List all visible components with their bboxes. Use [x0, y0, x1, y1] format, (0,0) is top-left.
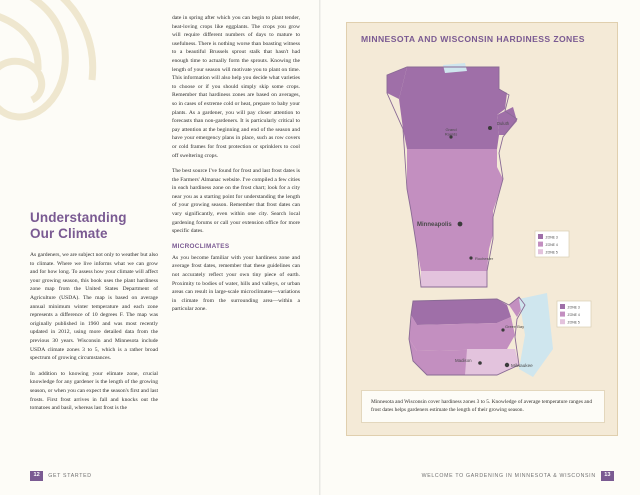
legend-swatch-zone4	[538, 242, 543, 247]
left-text-columns	[30, 14, 300, 454]
body-paragraph: The best source I've found for frost and last frost dates is the Farmers' Almanac website. I've compiled a few cities in each hardiness zone on the frost chart; look for a city near you as a starting point for understanding the length of your growing season. Remember that frost dates can vary significantly, even within one city. Search local gardening forums or call your extension office for more specific dates.	[172, 168, 300, 235]
body-paragraph: As you become familiar with your hardiness zone and average frost dates, remember that these guidelines can not accurately reflect your own tiny piece of earth. Proximity to bodies of water, hills and valleys, or urban areas can result in large-scale microclimates—variations in climate from the surrounding area—within a particular zone.	[172, 254, 300, 313]
legend-swatch-zone5	[560, 319, 565, 324]
page-title-line1: Understanding	[30, 210, 127, 225]
column-two	[172, 14, 300, 454]
map-caption-text: Minnesota and Wisconsin cover hardiness zones 3 to 5. Knowledge of average temperature ranges and frost dates helps gardeners estimate the length of their growing season.	[371, 398, 593, 413]
microclimates-heading: MICROCLIMATES	[172, 242, 230, 250]
wisconsin-legend	[555, 217, 591, 327]
map-title: MINNESOTA AND WISCONSIN HARDINESS ZONES	[361, 34, 585, 44]
right-page-footer	[422, 471, 614, 481]
minnesota-map-shape	[387, 63, 517, 287]
legend-label-zone4: ZONE 4	[567, 312, 580, 317]
city-label-rochester: Rochester	[475, 256, 494, 261]
city-label-milwaukee: Milwaukee	[511, 363, 533, 368]
city-label-grand-rapids: Grand Rapids	[444, 127, 458, 137]
body-paragraph: As gardeners, we are subject not only to weather but also to climate. Where we live informs what we can grow and for how long. To assess how your climate will affect your growing season, this book uses the plant hardiness zone map from the United States Department of Agriculture (USDA). The map is based on average annual minimum winter temperature and each zone represents a difference of 10 degrees F. The map was originally published in 1960 and was most recently updated in 2012, using more detailed data from the previous 30 years. Wisconsin and Minnesota include USDA climate zones 3 to 5, which is a rather broad spectrum of growing circumstances.	[30, 252, 158, 362]
city-label-green-bay: Green Bay	[505, 324, 525, 329]
page-title	[30, 210, 158, 242]
legend-swatch-zone3	[560, 304, 565, 309]
legend-label-zone5: ZONE 5	[545, 250, 558, 255]
legend-swatch-zone4	[560, 312, 565, 317]
city-label-duluth: Duluth	[497, 121, 510, 126]
left-page-footer	[30, 471, 92, 481]
page-gutter	[319, 0, 321, 495]
right-page	[320, 0, 640, 495]
footer-label: WELCOME TO GARDENING IN MINNESOTA & WISCONSIN	[421, 473, 596, 480]
city-dot-minneapolis	[458, 222, 463, 227]
legend-label-zone3: ZONE 3	[545, 235, 558, 240]
page-title-line2: Our Climate	[30, 226, 108, 241]
city-label-minneapolis: Minneapolis	[417, 222, 452, 228]
legend-label-zone4: ZONE 4	[545, 242, 558, 247]
footer-label: GET STARTED	[48, 473, 92, 480]
map-panel	[346, 22, 618, 436]
city-dot-madison	[478, 361, 482, 365]
legend-label-zone3: ZONE 3	[567, 305, 580, 310]
folio-number: 12	[30, 471, 43, 481]
column-one	[30, 14, 158, 454]
folio-number: 13	[601, 471, 614, 481]
map-caption	[361, 390, 605, 423]
legend-swatch-zone5	[538, 249, 543, 254]
legend-label-zone5: ZONE 5	[567, 320, 580, 325]
city-dot-milwaukee	[505, 363, 509, 367]
hardiness-zone-map	[347, 49, 619, 379]
legend-swatch-zone3	[538, 234, 543, 239]
city-label-madison: Madison	[455, 358, 472, 363]
body-paragraph: In addition to knowing your elimate zone, crucial knowledge for any gardener is the length of the growing season, or when you can expect the season's first and last frosts. First frost arrives in fall and knocks out the tomatoes and basil, whereas last frost is the	[30, 370, 158, 412]
city-dot-duluth	[488, 126, 492, 130]
body-paragraph: date in spring after which you can begin to plant tender, heat-loving crops like eggplants. The crops you grow will require different numbers of days to mature to usefulness. There is nothing worse than boasting witness to a beautiful Brussels sprout stalk that hasn't had enough time to actually form the sprouts. Knowing the length of your season will motivate you to plant on time. This information will also help you decide what varieties to choose or if you should simply skip some crops. Remember that hardiness zones are based on averages, so in cases of extreme cold or heat, prepare to baby your plants. As a gardener, you will pay closer attention to forecasts than non-gardeners. It is particularly critical to pay attention at the beginning and end of the season and have your emergency plans in place, such as row covers or cold frames for frost protection or sprinklers to cool off sweltering crops.	[172, 15, 300, 159]
city-dot-rochester	[469, 256, 472, 259]
